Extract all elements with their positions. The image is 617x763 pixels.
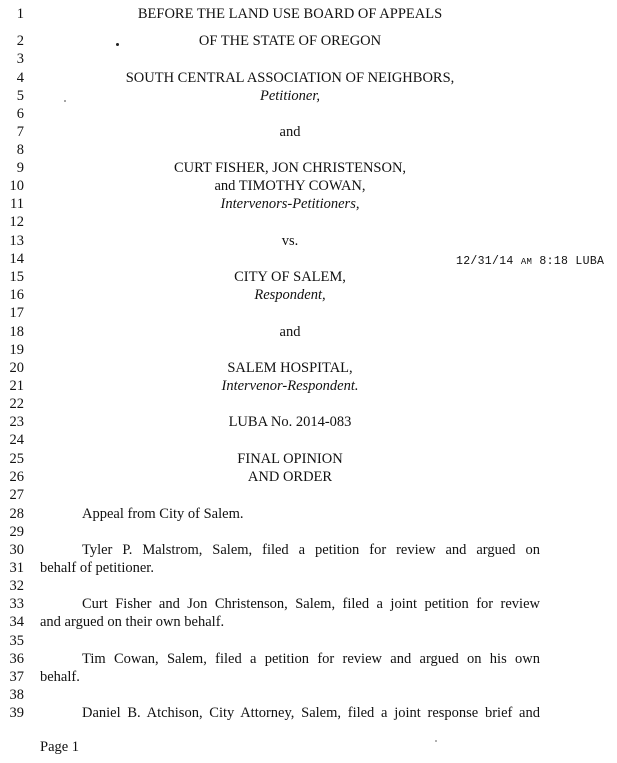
line-number: 17 (9, 305, 24, 321)
intervenor-respondent-role: Intervenor-Respondent. (221, 378, 359, 394)
line-number: 37 (9, 669, 24, 685)
line-number: 32 (9, 578, 24, 594)
petitioner-name: SOUTH CENTRAL ASSOCIATION OF NEIGHBORS, (125, 70, 455, 86)
stamp-date: 12/31/14 (456, 255, 514, 268)
stray-mark (116, 43, 119, 46)
line-number: 38 (9, 687, 24, 703)
intervenors-role: Intervenors-Petitioners, (220, 196, 360, 212)
paragraph-3-line2: behalf. (40, 669, 80, 685)
respondent-name: CITY OF SALEM, (234, 269, 346, 285)
and-separator-2: and (279, 324, 301, 340)
line-number: 16 (9, 287, 24, 303)
line-number: 6 (16, 106, 24, 122)
respondent-role: Respondent, (254, 287, 326, 303)
line-number: 27 (9, 487, 24, 503)
line-number: 9 (16, 160, 24, 176)
line-number: 14 (9, 251, 24, 267)
tribunal-heading-line2: OF THE STATE OF OREGON (198, 33, 382, 49)
line-number: 5 (16, 88, 24, 104)
line-number: 26 (9, 469, 24, 485)
line-number: 30 (9, 542, 24, 558)
paragraph-1-line1: Tyler P. Malstrom, Salem, filed a petition for review and argued on (82, 542, 540, 558)
stray-mark (64, 100, 66, 102)
line-number: 35 (9, 633, 24, 649)
line-number: 31 (9, 560, 24, 576)
line-number: 12 (9, 214, 24, 230)
stray-mark (435, 740, 437, 742)
paragraph-4-line1: Daniel B. Atchison, City Attorney, Salem, filed a joint response brief and (82, 705, 540, 721)
opinion-title-line2: AND ORDER (247, 469, 333, 485)
filing-date-stamp (456, 255, 604, 268)
stamp-time-agency: 8:18 LUBA (539, 255, 605, 268)
tribunal-heading-line1: BEFORE THE LAND USE BOARD OF APPEALS (137, 6, 443, 22)
line-number: 23 (9, 414, 24, 430)
paragraph-1-line2: behalf of petitioner. (40, 560, 154, 576)
line-number: 2 (16, 33, 24, 49)
line-number: 10 (9, 178, 24, 194)
intervenors-names-line1: CURT FISHER, JON CHRISTENSON, (173, 160, 407, 176)
line-number: 7 (16, 124, 24, 140)
line-number: 33 (9, 596, 24, 612)
line-number: 25 (9, 451, 24, 467)
and-separator-1: and (279, 124, 301, 140)
line-number: 8 (16, 142, 24, 158)
appeal-from-line: Appeal from City of Salem. (82, 506, 244, 522)
line-number: 13 (9, 233, 24, 249)
line-number: 24 (9, 432, 24, 448)
line-number: 20 (9, 360, 24, 376)
line-number: 21 (9, 378, 24, 394)
page-number: Page 1 (40, 739, 80, 755)
line-number: 4 (16, 70, 24, 86)
line-number: 28 (9, 506, 24, 522)
line-number: 22 (9, 396, 24, 412)
petitioner-role: Petitioner, (259, 88, 320, 104)
versus-separator: vs. (281, 233, 299, 249)
line-number: 1 (16, 6, 24, 22)
case-number: LUBA No. 2014-083 (228, 414, 352, 430)
paragraph-3-line1: Tim Cowan, Salem, filed a petition for review and argued on his own (82, 651, 540, 667)
line-number: 39 (9, 705, 24, 721)
line-number: 18 (9, 324, 24, 340)
line-number: 36 (9, 651, 24, 667)
paragraph-2-line2: and argued on their own behalf. (40, 614, 225, 630)
intervenors-names-line2: and TIMOTHY COWAN, (214, 178, 366, 194)
line-number: 3 (16, 51, 24, 67)
paragraph-2-line1: Curt Fisher and Jon Christenson, Salem, filed a joint petition for review (82, 596, 540, 612)
stamp-am: AM (520, 257, 533, 267)
line-number: 15 (9, 269, 24, 285)
line-number: 11 (10, 196, 24, 212)
line-number: 34 (9, 614, 24, 630)
opinion-title-line1: FINAL OPINION (237, 451, 343, 467)
intervenor-respondent-name: SALEM HOSPITAL, (227, 360, 353, 376)
line-number: 29 (9, 524, 24, 540)
line-number: 19 (9, 342, 24, 358)
